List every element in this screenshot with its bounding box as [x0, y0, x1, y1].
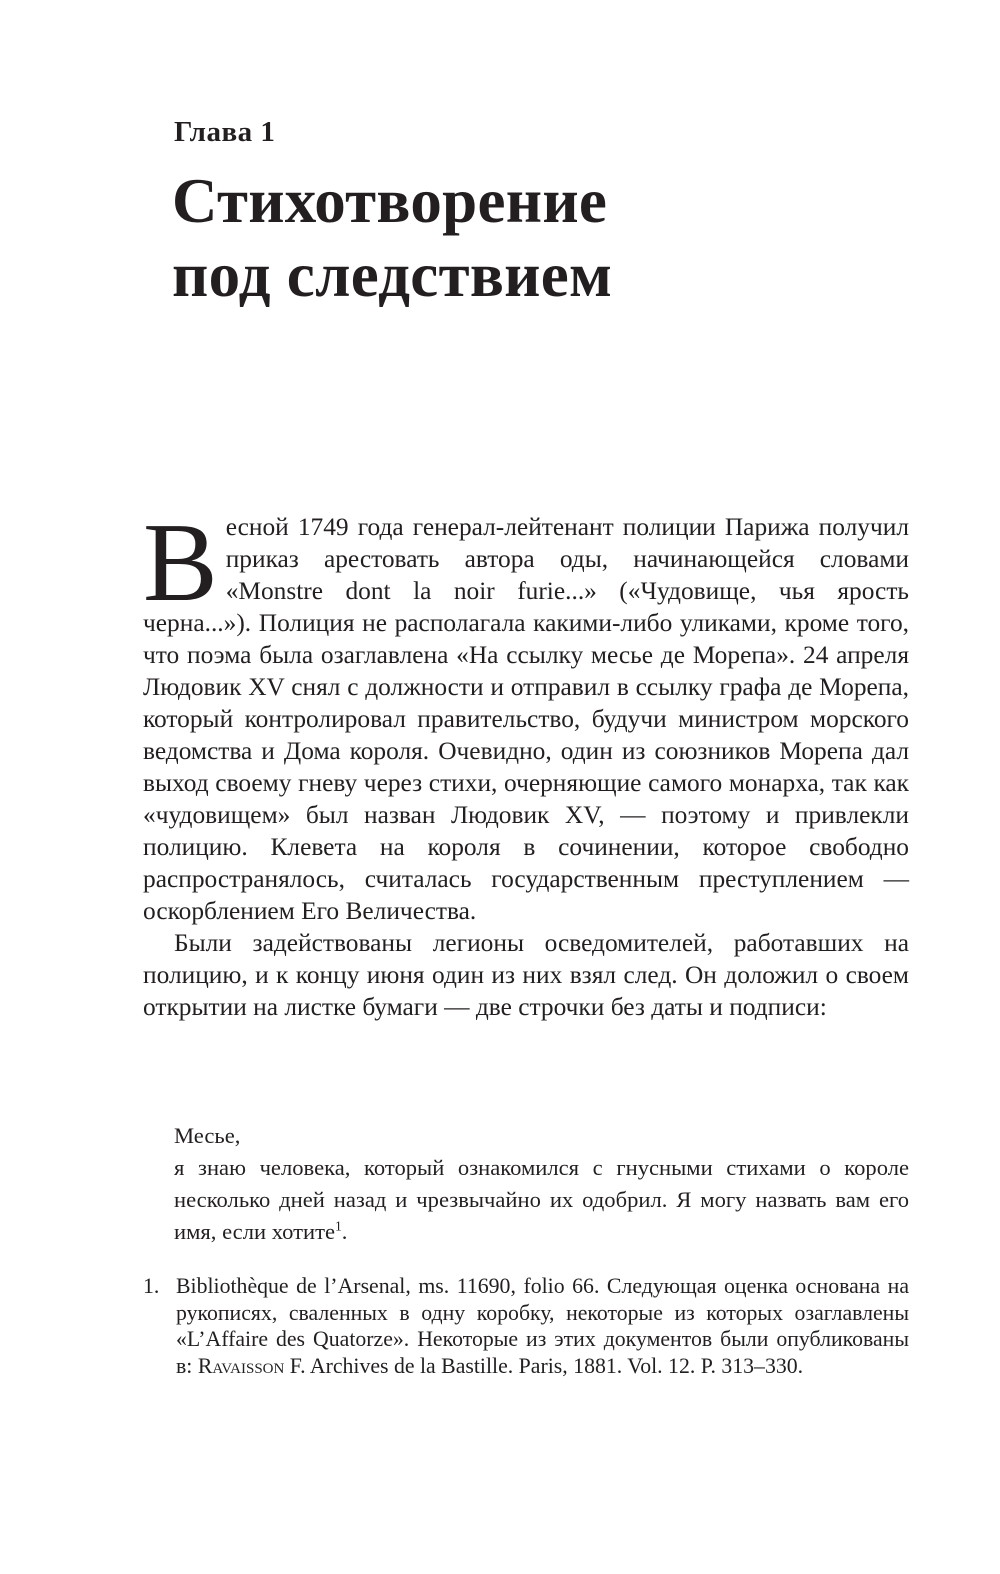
block-quote [174, 1120, 909, 1248]
quote-body [174, 1152, 909, 1248]
footnote [143, 1273, 909, 1379]
chapter-title [172, 164, 892, 312]
quote-text: я знаю человека, который ознакомился с гнусными стихами о короле несколько дней назад и чрезвычайно их одобрил. Я могу назвать вам его имя, если хотите [174, 1155, 909, 1244]
footnote-text [176, 1273, 909, 1379]
paragraph-1-text: есной 1749 года генерал-лейтенант полиции Парижа получил приказ арестовать автора оды, начинающейся словами «Monstre dont la noir furie...» («Чудовище, чья ярость черна...»). Полиция не располагала какими-либо уликами, кроме того, что поэма была озаглавлена «На ссылку месье де Морепа». 24 апреля Людовик XV снял с должности и отправил в ссылку графа де Морепа, который контролировал правительство, будучи министром морского ведомства и Дома короля. Очевидно, один из союзников Морепа дал выход своему гневу через стихи, очерняющие самого монарха, так как «чудовищем» был назван Людовик XV, — поэтому и привлекли полицию. Клевета на короля в сочинении, которое свободно распространялось, считалась государственным преступлением — оскорблением Его Величества. [143, 513, 909, 925]
footnote-number: 1. [143, 1274, 160, 1298]
quote-salutation: Месье, [174, 1123, 241, 1148]
chapter-label: Глава 1 [174, 116, 276, 148]
footnote-text-part-2: F. Archives de la Bastille. Paris, 1881. Vol. 12. P. 313–330. [284, 1353, 804, 1378]
quote-end: . [341, 1219, 348, 1244]
drop-cap: В [143, 501, 218, 625]
footnote-text-part-1: Bibliothèque de l’Arsenal, ms. 11690, folio 66. Следующая оценка основана на рукописях, сваленных в одну коробку, некоторые из которых озаглавлены «L’Affaire des Quatorze». Некоторые из этих документов были опубликованы в: [176, 1274, 909, 1378]
body-text [143, 501, 909, 1023]
footnote-author: Ravaisson [197, 1353, 285, 1378]
chapter-title-line-1: Стихотворение [172, 166, 608, 236]
footnote-reference[interactable]: 1 [335, 1218, 342, 1234]
paragraph-2: Были задействованы легионы осведомителей, работавших на полицию, и к концу июня один из них взял след. Он доложил о своем открытии на листке бумаги — две строчки без даты и подписи: [143, 929, 909, 1021]
chapter-title-line-2: под следствием [172, 240, 613, 310]
paragraph-1 [143, 501, 909, 927]
